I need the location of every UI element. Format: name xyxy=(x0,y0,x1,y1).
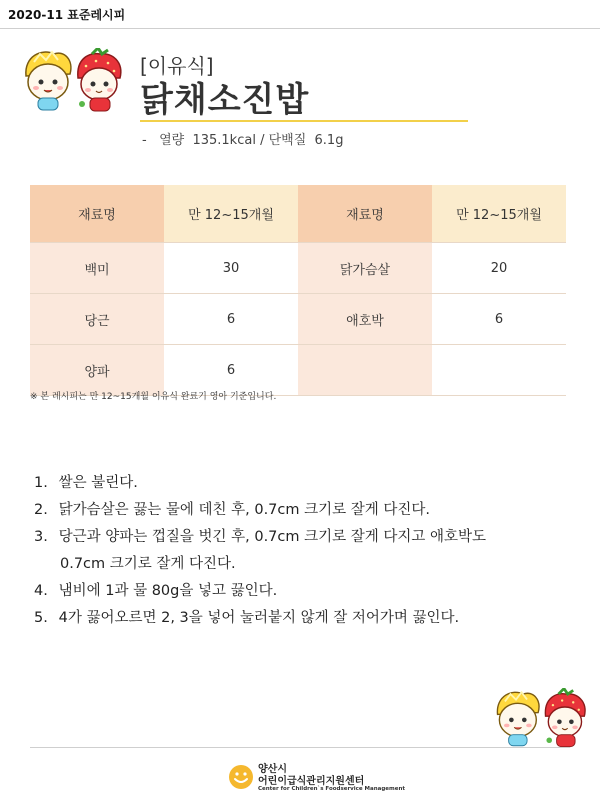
step-text: 당근과 양파는 껍질을 벗긴 후, 0.7cm 크기로 잘게 다지고 애호박도 xyxy=(58,529,487,545)
ingredient-amount: 6 xyxy=(164,294,298,345)
step-number: 2. xyxy=(34,502,48,518)
step-item xyxy=(34,470,574,497)
step-text: 냄비에 1과 물 80g을 넣고 끓인다. xyxy=(58,583,278,599)
child-mascot-right-icon xyxy=(78,48,121,111)
step-text-continued: 0.7cm 크기로 잘게 다진다. xyxy=(60,556,236,572)
ingredient-amount: 30 xyxy=(164,243,298,294)
ingredient-amount: 20 xyxy=(432,243,566,294)
ingredient-name: 당근 xyxy=(30,294,164,345)
step-number: 1. xyxy=(34,475,48,491)
header-amount: 만 12~15개월 xyxy=(164,185,298,243)
mascot-pair-svg xyxy=(492,688,588,750)
ingredient-amount xyxy=(432,345,566,396)
table-row xyxy=(30,294,566,345)
footer-divider xyxy=(30,747,570,748)
center-english-name: Center for Children`s Foodservice Management xyxy=(258,786,406,792)
step-item xyxy=(34,524,574,578)
step-number: 4. xyxy=(34,583,48,599)
cooking-steps xyxy=(34,470,574,632)
header-divider xyxy=(0,28,600,29)
table-header-row xyxy=(30,185,566,243)
child-mascot-right-icon xyxy=(545,689,585,747)
center-logo xyxy=(228,760,406,796)
child-mascot-left-icon xyxy=(497,692,539,746)
ingredient-name: 백미 xyxy=(30,243,164,294)
step-text: 닭가슴살은 끓는 물에 데친 후, 0.7cm 크기로 잘게 다진다. xyxy=(58,502,430,518)
ingredient-name: 애호박 xyxy=(298,294,432,345)
ingredient-name: 양파 xyxy=(30,345,164,396)
table-row xyxy=(30,243,566,294)
recipe-title: 닭채소진밥 xyxy=(140,80,310,120)
nutrition-info: - 열량 135.1kcal / 단백질 6.1g xyxy=(142,133,344,148)
ingredient-name xyxy=(298,345,432,396)
center-name: 어린이급식관리지원센터 xyxy=(258,776,365,787)
ingredient-amount: 6 xyxy=(164,345,298,396)
mascot-pair-svg xyxy=(20,48,124,114)
step-text: 쌀은 불린다. xyxy=(58,475,138,491)
step-item xyxy=(34,497,574,524)
header-amount: 만 12~15개월 xyxy=(432,185,566,243)
ingredient-name: 닭가슴살 xyxy=(298,243,432,294)
child-mascot-left-icon xyxy=(26,52,71,110)
mascot-illustration xyxy=(492,688,588,754)
step-item xyxy=(34,605,574,632)
center-city: 양산시 xyxy=(258,764,287,775)
header-ingredient-name: 재료명 xyxy=(298,185,432,243)
table-footnote: ※ 본 레시피는 만 12~15개월 이유식 완료기 영아 기준입니다. xyxy=(30,392,277,402)
title-underline xyxy=(140,120,468,122)
recipe-category: [이유식] xyxy=(140,54,214,78)
ingredient-amount: 6 xyxy=(432,294,566,345)
smiling-spoon-logo-icon xyxy=(228,764,254,790)
step-number: 5. xyxy=(34,610,48,626)
ingredient-table xyxy=(30,185,566,396)
step-text: 4가 끓어오르면 2, 3을 넣어 눌러붙지 않게 잘 저어가며 끓인다. xyxy=(58,610,460,626)
step-item xyxy=(34,578,574,605)
document-label: 2020-11 표준레시피 xyxy=(8,8,126,22)
step-number: 3. xyxy=(34,529,48,545)
header-ingredient-name: 재료명 xyxy=(30,185,164,243)
table-row xyxy=(30,345,566,396)
mascot-illustration xyxy=(20,48,124,118)
